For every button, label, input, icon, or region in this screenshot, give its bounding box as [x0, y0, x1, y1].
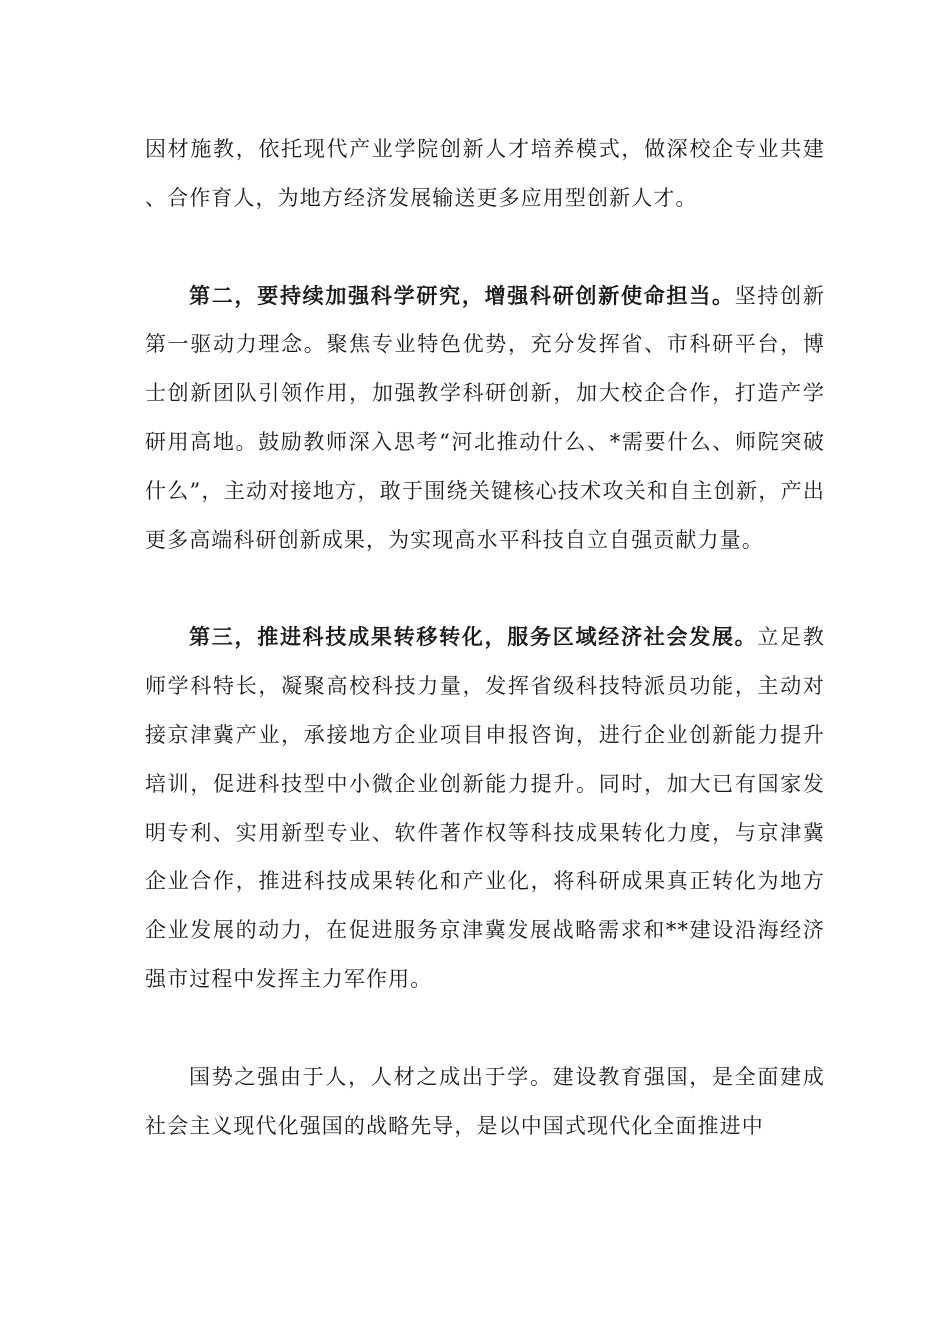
paragraph-heading-transfer: 第三，推进科技成果转移转化，服务区域经济社会发展。 [189, 625, 758, 650]
paragraph-gap [145, 564, 825, 613]
paragraph-body-transfer: 立足教师学科特长，凝聚高校科技力量，发挥省级科技特派员功能，主动对接京津冀产业，承接地方企业项目申报咨询，进行企业创新能力提升培训，促进科技型中小微企业创新能力提升。同时，加大已有国家发明专利、实用新型专业、软件著作权等科技成果转化力度，与京津冀企业合作，推进科技成果转化和产业化，将科研成果真正转化为地方企业发展的动力，在促进服务京津冀发展战略需求和**建设沿海经济强市过程中发挥主力军作用。 [145, 625, 825, 991]
paragraph-talent-cultivation: 因材施教，依托现代产业学院创新人才培养模式，做深校企专业共建、合作育人，为地方经济发展输送更多应用型创新人才。 [145, 137, 825, 210]
document-page [145, 125, 825, 1150]
paragraph-gap [145, 223, 825, 272]
paragraph-heading-research: 第二，要持续加强科学研究，增强科研创新使命担当。 [189, 283, 735, 308]
paragraph-transfer [145, 613, 825, 1003]
paragraph-body-research: 坚持创新第一驱动力理念。聚焦专业特色优势，充分发挥省、市科研平台，博士创新团队引领作用，加强教学科研创新，加大校企合作，打造产学研用高地。鼓励教师深入思考“河北推动什么、*需要什么、师院突破什么”，主动对接地方，敢于围绕关键核心技术攻关和自主创新，产出更多高端科研创新成果，为实现高水平科技自立自强贡献力量。 [145, 283, 825, 552]
paragraph-education-power: 国势之强由于人，人材之成出于学。建设教育强国，是全面建成社会主义现代化强国的战略先导，是以中国式现代化全面推进中 [145, 1064, 825, 1138]
paragraph-research [145, 272, 825, 565]
paragraph-gap [145, 1004, 825, 1053]
